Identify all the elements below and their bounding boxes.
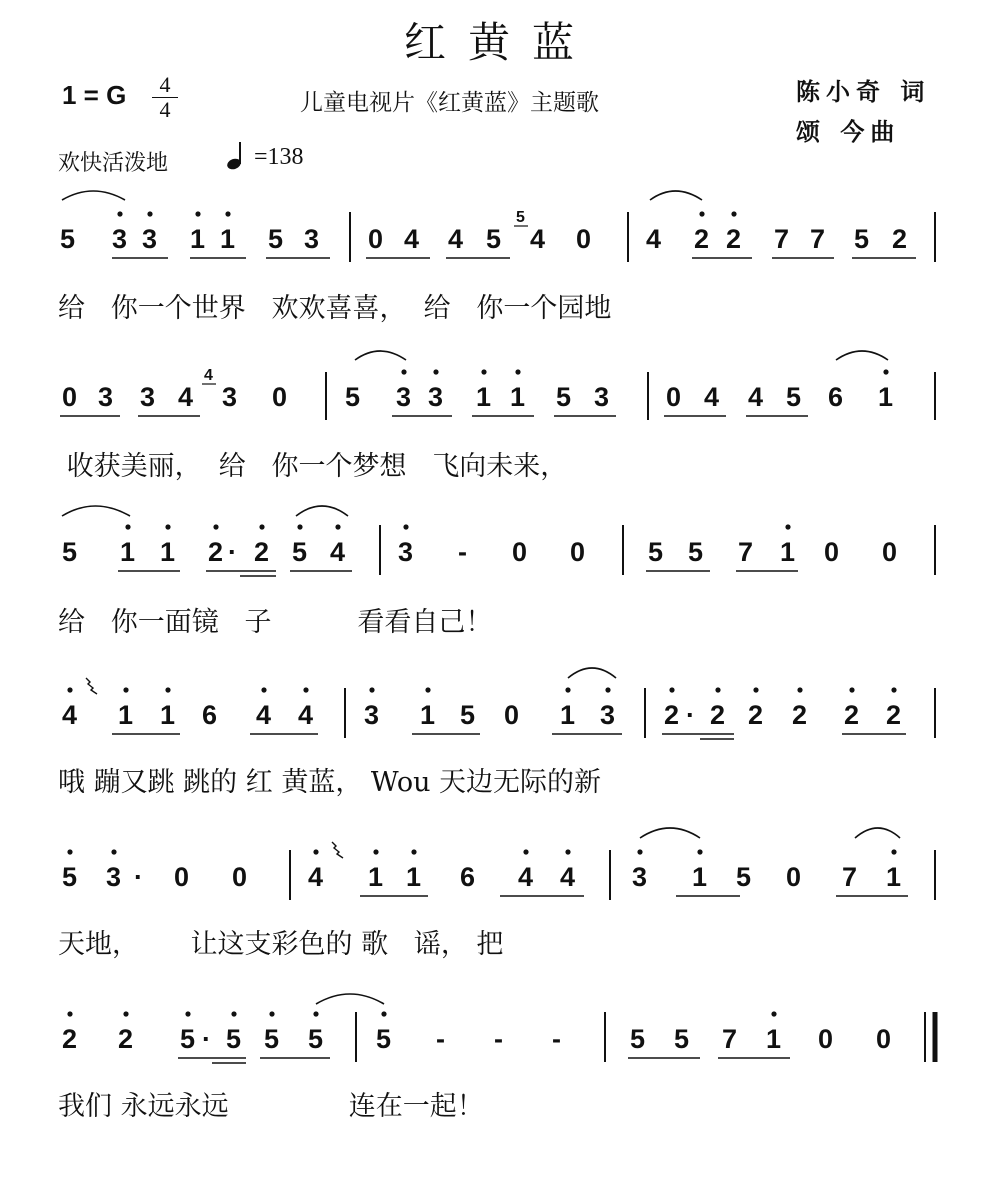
svg-text:4: 4 bbox=[448, 224, 464, 254]
svg-text:0: 0 bbox=[576, 224, 592, 254]
subtitle: 儿童电视片《红黄蓝》主题歌 bbox=[300, 90, 599, 116]
svg-text:0: 0 bbox=[876, 1024, 892, 1054]
svg-text:5: 5 bbox=[308, 1024, 324, 1054]
lyrics-line-2: 收获美丽， 给 你一个梦想 飞向未来， bbox=[58, 451, 568, 482]
system-2-notes bbox=[62, 382, 893, 412]
svg-text:1: 1 bbox=[476, 382, 492, 412]
svg-text:4: 4 bbox=[178, 382, 194, 412]
svg-text:4: 4 bbox=[518, 862, 534, 892]
svg-text:3: 3 bbox=[98, 382, 114, 412]
svg-text:2: 2 bbox=[694, 224, 710, 254]
svg-text:-: - bbox=[458, 537, 467, 567]
svg-text:4: 4 bbox=[308, 862, 324, 892]
svg-text:3: 3 bbox=[140, 382, 156, 412]
svg-text:1: 1 bbox=[368, 862, 384, 892]
svg-text:5: 5 bbox=[376, 1024, 392, 1054]
svg-text:7: 7 bbox=[810, 224, 826, 254]
svg-text:-: - bbox=[552, 1024, 561, 1054]
lyrics-line-5: 天地， 让这支彩色的 歌 谣， 把 bbox=[58, 929, 504, 960]
system-1-notes bbox=[60, 224, 907, 254]
key-text: 1 = G bbox=[62, 80, 127, 110]
lyrics-line-3: 给 你一面镜 子 看看自己！ bbox=[58, 607, 493, 638]
svg-text:1: 1 bbox=[560, 700, 576, 730]
svg-text:5: 5 bbox=[268, 224, 284, 254]
svg-text:·: · bbox=[686, 700, 695, 730]
svg-text:5: 5 bbox=[62, 537, 78, 567]
svg-text:5: 5 bbox=[854, 224, 870, 254]
svg-text:1: 1 bbox=[190, 224, 206, 254]
svg-text:·: · bbox=[202, 1024, 211, 1054]
svg-text:4: 4 bbox=[560, 862, 576, 892]
svg-text:0: 0 bbox=[818, 1024, 834, 1054]
svg-text:5: 5 bbox=[62, 862, 78, 892]
svg-text:4: 4 bbox=[646, 224, 662, 254]
svg-text:0: 0 bbox=[232, 862, 248, 892]
expression-marking: 欢快活泼地 bbox=[58, 151, 169, 176]
svg-text:5: 5 bbox=[736, 862, 752, 892]
svg-text:·: · bbox=[228, 537, 237, 567]
svg-text:7: 7 bbox=[722, 1024, 738, 1054]
svg-text:2: 2 bbox=[710, 700, 726, 730]
svg-text:2: 2 bbox=[892, 224, 908, 254]
svg-text:0: 0 bbox=[570, 537, 586, 567]
svg-text:4: 4 bbox=[298, 700, 314, 730]
svg-text:3: 3 bbox=[398, 537, 414, 567]
svg-text:1: 1 bbox=[118, 700, 134, 730]
system-4-notes bbox=[62, 700, 901, 730]
svg-text:0: 0 bbox=[368, 224, 384, 254]
svg-text:0: 0 bbox=[786, 862, 802, 892]
svg-text:2: 2 bbox=[748, 700, 764, 730]
lyrics-line-4: 哦 蹦又跳 跳的 红 黄蓝， Wou 天边无际的新 bbox=[58, 767, 602, 798]
svg-text:1: 1 bbox=[420, 700, 436, 730]
svg-text:0: 0 bbox=[512, 537, 528, 567]
system-5-notes bbox=[62, 862, 901, 892]
page-title: 红黄蓝 bbox=[403, 18, 596, 67]
svg-text:-: - bbox=[436, 1024, 445, 1054]
svg-text:0: 0 bbox=[504, 700, 520, 730]
svg-text:5: 5 bbox=[786, 382, 802, 412]
svg-text:1: 1 bbox=[510, 382, 526, 412]
svg-text:0: 0 bbox=[272, 382, 288, 412]
svg-text:0: 0 bbox=[62, 382, 78, 412]
svg-text:5: 5 bbox=[516, 209, 525, 226]
svg-text:1: 1 bbox=[766, 1024, 782, 1054]
svg-text:2: 2 bbox=[254, 537, 270, 567]
svg-text:4: 4 bbox=[204, 367, 213, 384]
lyricist-credit: 陈小奇 词 bbox=[796, 77, 931, 106]
svg-text:1: 1 bbox=[780, 537, 796, 567]
svg-text:3: 3 bbox=[594, 382, 610, 412]
svg-text:7: 7 bbox=[774, 224, 790, 254]
svg-text:2: 2 bbox=[726, 224, 742, 254]
svg-text:3: 3 bbox=[600, 700, 616, 730]
svg-text:1: 1 bbox=[406, 862, 422, 892]
svg-text:3: 3 bbox=[364, 700, 380, 730]
svg-text:7: 7 bbox=[738, 537, 754, 567]
time-signature-bottom: 4 bbox=[159, 97, 171, 122]
svg-text:2: 2 bbox=[62, 1024, 78, 1054]
svg-text:4: 4 bbox=[62, 700, 78, 730]
svg-text:4: 4 bbox=[530, 224, 546, 254]
svg-text:1: 1 bbox=[120, 537, 136, 567]
svg-text:1: 1 bbox=[878, 382, 894, 412]
svg-text:5: 5 bbox=[674, 1024, 690, 1054]
svg-text:5: 5 bbox=[688, 537, 704, 567]
svg-text:·: · bbox=[134, 862, 143, 892]
svg-text:2: 2 bbox=[792, 700, 808, 730]
svg-text:2: 2 bbox=[118, 1024, 134, 1054]
svg-text:6: 6 bbox=[460, 862, 476, 892]
svg-text:3: 3 bbox=[396, 382, 412, 412]
svg-text:7: 7 bbox=[842, 862, 858, 892]
svg-text:2: 2 bbox=[208, 537, 224, 567]
svg-text:5: 5 bbox=[648, 537, 664, 567]
svg-text:3: 3 bbox=[632, 862, 648, 892]
svg-text:5: 5 bbox=[345, 382, 361, 412]
svg-text:2: 2 bbox=[664, 700, 680, 730]
svg-text:4: 4 bbox=[330, 537, 346, 567]
svg-text:4: 4 bbox=[404, 224, 420, 254]
svg-text:1: 1 bbox=[160, 537, 176, 567]
svg-text:4: 4 bbox=[748, 382, 764, 412]
svg-text:0: 0 bbox=[666, 382, 682, 412]
svg-text:3: 3 bbox=[142, 224, 158, 254]
svg-text:1: 1 bbox=[886, 862, 902, 892]
svg-text:3: 3 bbox=[106, 862, 122, 892]
svg-text:0: 0 bbox=[882, 537, 898, 567]
svg-text:3: 3 bbox=[112, 224, 128, 254]
time-signature-top: 4 bbox=[159, 72, 171, 97]
composer-credit: 颂 今曲 bbox=[796, 117, 901, 146]
system-6-notes bbox=[62, 1024, 891, 1054]
tempo-marking: =138 bbox=[254, 144, 304, 170]
svg-text:3: 3 bbox=[428, 382, 444, 412]
svg-text:1: 1 bbox=[692, 862, 708, 892]
lyrics-line-6: 我们 永远永远 连在一起！ bbox=[58, 1091, 484, 1122]
svg-text:0: 0 bbox=[824, 537, 840, 567]
svg-text:2: 2 bbox=[844, 700, 860, 730]
svg-text:1: 1 bbox=[220, 224, 236, 254]
svg-text:5: 5 bbox=[556, 382, 572, 412]
svg-text:4: 4 bbox=[704, 382, 720, 412]
system-3-notes bbox=[62, 537, 897, 567]
svg-text:1: 1 bbox=[160, 700, 176, 730]
svg-text:-: - bbox=[494, 1024, 503, 1054]
svg-text:5: 5 bbox=[60, 224, 76, 254]
svg-text:5: 5 bbox=[264, 1024, 280, 1054]
svg-text:6: 6 bbox=[202, 700, 218, 730]
svg-text:0: 0 bbox=[174, 862, 190, 892]
svg-text:5: 5 bbox=[630, 1024, 646, 1054]
svg-text:5: 5 bbox=[226, 1024, 242, 1054]
svg-text:5: 5 bbox=[486, 224, 502, 254]
svg-text:5: 5 bbox=[460, 700, 476, 730]
lyrics-line-1: 给 你一个世界 欢欢喜喜， 给 你一个园地 bbox=[58, 293, 612, 324]
svg-text:5: 5 bbox=[180, 1024, 196, 1054]
svg-text:4: 4 bbox=[256, 700, 272, 730]
svg-text:5: 5 bbox=[292, 537, 308, 567]
svg-text:3: 3 bbox=[222, 382, 238, 412]
svg-text:2: 2 bbox=[886, 700, 902, 730]
svg-text:3: 3 bbox=[304, 224, 320, 254]
svg-text:6: 6 bbox=[828, 382, 844, 412]
